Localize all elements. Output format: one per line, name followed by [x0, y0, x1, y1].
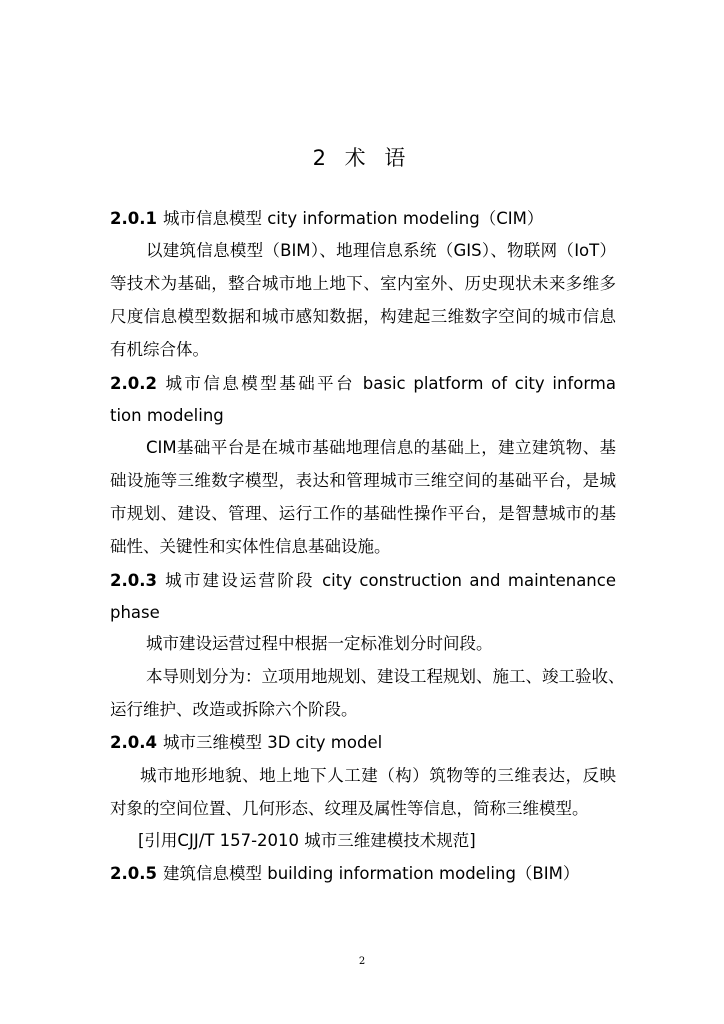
term-body-line: 以建筑信息模型（BIM）、地理信息系统（GIS）、物联网（IoT）	[146, 241, 616, 260]
term-body-line: CIM基础平台是在城市基础地理信息的基础上，建立建筑物、基	[146, 438, 616, 457]
term-body-line: 础设施等三维数字模型，表达和管理城市三维空间的基础平台，是城	[110, 471, 616, 490]
term-heading	[110, 207, 616, 231]
term-number: 2.0.3	[110, 571, 157, 590]
term-body-line: 等技术为基础，整合城市地上地下、室内室外、历史现状未来多维多	[110, 274, 616, 293]
term-body-line: 城市地形地貌、地上地下人工建（构）筑物等的三维表达，反映	[140, 766, 616, 785]
term-body-line: 市规划、建设、管理、运行工作的基础性操作平台，是智慧城市的基	[110, 504, 616, 523]
term-number: 2.0.2	[110, 374, 157, 393]
term-title-continuation: phase	[110, 603, 160, 622]
term-heading	[110, 372, 616, 396]
term-body-line: 础性、关键性和实体性信息基础设施。	[110, 537, 391, 556]
term-body-line: 有机综合体。	[110, 340, 209, 359]
term-number: 2.0.5	[110, 864, 157, 883]
term-heading	[110, 569, 616, 593]
term-body-line: 本导则划分为：立项用地规划、建设工程规划、施工、竣工验收、	[146, 667, 625, 686]
term-body-line: 运行维护、改造或拆除六个阶段。	[110, 700, 358, 719]
term-number: 2.0.1	[110, 209, 157, 228]
citation: [引用CJJ/T 157-2010 城市三维建模技术规范]	[138, 831, 476, 850]
term-body-line: 对象的空间位置、几何形态、纹理及属性等信息，简称三维模型。	[110, 799, 589, 818]
term-title: 城市信息模型 city information modeling（CIM）	[162, 209, 544, 228]
term-body-line: 城市建设运营过程中根据一定标准划分时间段。	[146, 634, 493, 653]
term-body-line: 尺度信息模型数据和城市感知数据，构建起三维数字空间的城市信息	[110, 307, 616, 326]
page-number: 2	[358, 956, 366, 967]
term-title: 城市三维模型 3D city model	[162, 733, 383, 752]
term-title: 城市建设运营阶段 city construction and maintenance	[162, 571, 616, 590]
term-title-continuation: tion modeling	[110, 406, 224, 425]
chapter-title: 2 术 语	[312, 146, 412, 170]
term-title: 建筑信息模型 building information modeling（BIM）	[162, 864, 580, 883]
term-number: 2.0.4	[110, 733, 157, 752]
term-heading	[110, 731, 616, 755]
term-title: 城市信息模型基础平台 basic platform of city informa	[162, 374, 616, 393]
term-heading	[110, 862, 616, 886]
